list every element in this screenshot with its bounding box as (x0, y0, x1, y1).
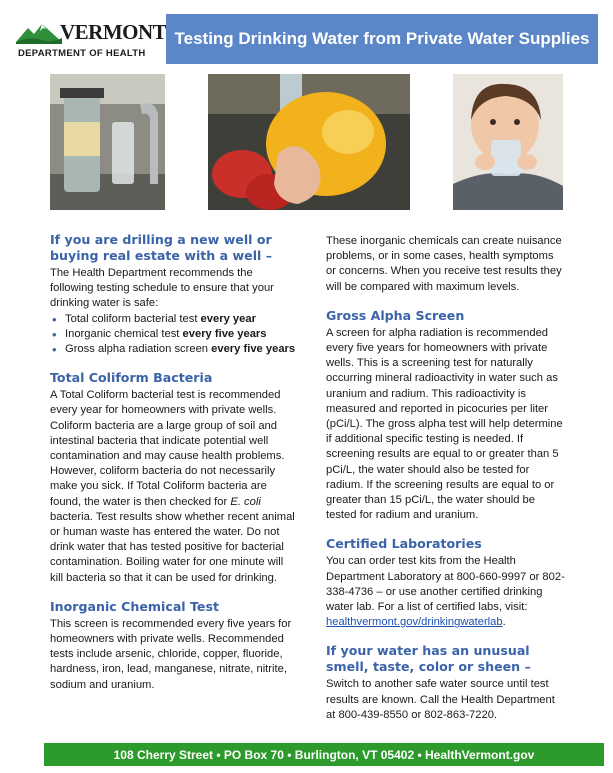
gross-alpha-body: A screen for alpha radiation is recommended every five years for homeowners with private wells. This is a screening test for naturally occurring mineral radioactivity in water such as uranium and radium. This radioactivity is measured and reported in picocuries per liter (pCi/L). The gross alpha test will help determine if additional specific testing is needed. If screening results are equal to or greater than 5 pCi/L, the water should also be tested for radium. If the screening results are equal to or greater than 15 pCi/L, the water should be tested for radium and uranium. (326, 326, 563, 522)
new-well-heading: If you are drilling a new well or buying real estate with a well – (50, 232, 273, 263)
unusual-water-heading: If your water has an unusual smell, taste, color or sheen – (326, 643, 531, 675)
list-item: • Total coliform bacterial test every year (50, 312, 296, 327)
left-column (50, 232, 296, 693)
mountain-logo-icon (16, 20, 62, 46)
certified-labs-heading: Certified Laboratories (326, 536, 482, 552)
child-drinking-water-photo (453, 74, 563, 210)
certified-labs-link[interactable]: healthvermont.gov/drinkingwaterlab (326, 616, 503, 629)
logo-department: DEPARTMENT OF HEALTH (18, 48, 146, 59)
washing-vegetables-photo (208, 74, 410, 210)
list-item: • Gross alpha radiation screen every five years (50, 342, 296, 357)
page-title: Testing Drinking Water from Private Water Supplies (166, 14, 598, 64)
unusual-water-body: Switch to another safe water source until test results are known. Call the Health Department at 800-439-8550 or 802-863-7220. (326, 678, 555, 721)
footer-address: 108 Cherry Street • PO Box 70 • Burlington, VT 05402 • HealthVermont.gov (44, 743, 604, 766)
inorganic-heading: Inorganic Chemical Test (50, 598, 219, 614)
inorganic-body: This screen is recommended every five years for homeowners with private wells. Recommended tests include arsenic, chloride, copper, fluoride, hardness, iron, lead, manganese, nitrate, nitrite, sodium and uranium. (50, 617, 292, 691)
water-sample-jars-photo (50, 74, 165, 210)
gross-alpha-heading: Gross Alpha Screen (326, 307, 465, 323)
list-item: • Inorganic chemical test every five years (50, 327, 296, 342)
logo-state-name: VERMONT (60, 20, 167, 44)
inorganic-continued: These inorganic chemicals can create nuisance problems, or in some cases, health symptoms or concerns. When you receive test results they will be compared with maximum levels. (326, 235, 562, 293)
vermont-health-logo (16, 18, 167, 62)
coliform-heading: Total Coliform Bacteria (50, 370, 213, 386)
coliform-body: A Total Coliform bacterial test is recommended every year for homeowners with private wells. Coliform bacteria are a large group of soil and intestinal bacteria that indicate potential well contamination and may cause health problems. However, coliform bacteria do not necessarily make you sick. If Total Coliform bacteria are found, the water is then checked for E. coli bacteria. Test results show whether recent animal or human waste has entered the water. Do not drink water that has tested positive for bacterial contamination. Boiling water for one minute will kill bacteria so that it can be used for drinking. (50, 389, 295, 584)
right-column (326, 234, 566, 723)
testing-schedule-list (50, 312, 296, 358)
new-well-intro: The Health Department recommends the following testing schedule to ensure that your drinking water is safe: (50, 267, 274, 310)
certified-labs-body: You can order test kits from the Health Department Laboratory at 800-660-9997 or 802-338-4736 – or use another certified drinking water lab. For a list of certified labs, visit: healthvermont.gov/drinkingwaterlab. (326, 555, 565, 629)
